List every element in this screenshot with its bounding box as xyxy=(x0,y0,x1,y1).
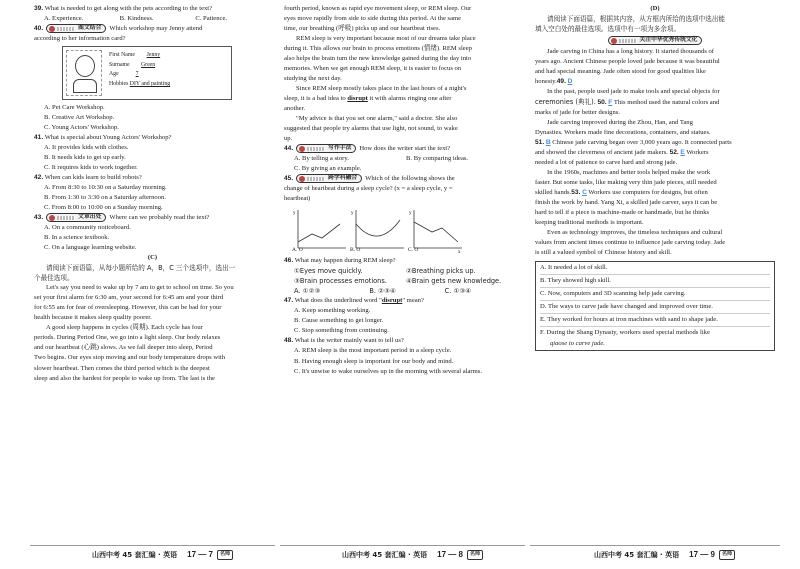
question-39: 39. What is needed to get along with the pets according to the text? xyxy=(34,5,213,12)
information-card: First Name Jenny Surname Green Age 7 Hobbies DIY and painting xyxy=(62,46,232,100)
option: A. REM sleep is the most important period in a sleep cycle. xyxy=(294,347,452,355)
tag-badge: 跨学科融合 xyxy=(296,174,362,183)
box-option: D. The ways to carve jade have changed and improved over time. xyxy=(540,301,770,314)
svg-text:y: y xyxy=(293,211,296,217)
section-heading: (C) xyxy=(147,254,158,262)
question-45: 45. 跨学科融合 Which of the following shows the xyxy=(284,175,455,183)
answer-51: B xyxy=(545,139,551,147)
publisher-logo: 名师 xyxy=(467,550,483,560)
question-46: 46. What may happen during REM sleep? xyxy=(284,257,396,265)
box-option: qiaose to carve jade. xyxy=(550,340,605,348)
passage-line: hard to tell if a piece is machine-made or handmade, but he thinks xyxy=(535,209,710,217)
question-42: 42. When can kids learn to build robots? xyxy=(34,174,142,182)
footer-divider xyxy=(30,545,275,546)
passage-line: studying the next day. xyxy=(284,75,342,83)
question-43: 43. 文章出处 Where can we probably read the text? xyxy=(34,214,210,222)
heartbeat-graphs xyxy=(292,206,520,254)
option: B. Cause something to get longer. xyxy=(294,317,384,325)
passage-line: faster. But some tasks, like making very thin jade pieces, still needed xyxy=(535,179,717,187)
passage-line: 51. B Chinese jade carving began over 3,000 years ago. It connected parts xyxy=(535,139,732,147)
box-option: C. Now, computers and 3D scanning help jade carving. xyxy=(540,288,770,301)
option: C. It requires kids to work together. xyxy=(44,164,138,172)
option: A. Pet Care Workshop. xyxy=(44,104,105,112)
passage-line: Two begins. Our eyes stop moving and our body temperature drops with xyxy=(34,354,226,362)
section-heading: (D) xyxy=(650,5,660,12)
flower-icon xyxy=(299,146,305,152)
girl-portrait xyxy=(66,50,102,96)
option: B. It needs kids to get up early. xyxy=(44,154,126,162)
publisher-logo: 名师 xyxy=(217,550,233,560)
options-46: A. ①②③ B. ②③④ C. ①③④ xyxy=(294,287,472,296)
graph-a: y A. O xyxy=(292,206,348,254)
passage-line: set your first alarm for 6:30 am, your second for 6:45 am and your third xyxy=(34,294,224,302)
option: B. In a science textbook. xyxy=(44,234,110,242)
passage-line: Let's say you need to wake up by 7 am to get to school on time. So you xyxy=(46,284,234,292)
passage-line: finish the work by hand. Yang Xi, a skilled jade carver, says it can be xyxy=(535,199,718,207)
passage-line: and had special meaning. Jade often stood for good qualities like xyxy=(535,68,706,76)
page-number: 17 — 8 xyxy=(437,549,463,559)
passage-line: sleep, it is a bad idea to disrupt it with alarms ringing one after xyxy=(284,95,452,103)
publisher-logo: 名师 xyxy=(719,550,735,560)
flower-icon xyxy=(299,176,305,182)
option: B. Creative Art Workshop. xyxy=(44,114,115,122)
option: C. By giving an example. xyxy=(294,165,362,173)
passage-line: values from ancient times continue to influence jade carving today. Jade xyxy=(535,239,726,247)
answer-52: E xyxy=(680,149,685,157)
passage-line: Since REM sleep mostly takes place in the last hours of a night's xyxy=(296,85,467,93)
option: A. From 8:30 to 10:30 on a Saturday morning. xyxy=(44,184,167,192)
passage-line: ceremonies (典礼). 50. F This method used the natural colors and xyxy=(535,98,720,107)
flower-icon xyxy=(611,38,617,44)
passage-line: fourth period, known as rapid eye movement sleep, or REM sleep. Our xyxy=(284,5,472,12)
option: C. On a language learning website. xyxy=(44,244,137,252)
middle-column xyxy=(284,4,520,544)
passage-line: skilled hands.53. C Workers use computers for designs, but often xyxy=(535,189,708,197)
page-number: 17 — 9 xyxy=(689,549,715,559)
question-44: 44. 写作手法 How does the writer start the text? xyxy=(284,145,451,153)
passage-line: Jade carving improved during the Zhou, Han, and Tang xyxy=(547,119,693,127)
option: C. Young Actors' Workshop. xyxy=(44,124,119,132)
svg-text:y: y xyxy=(409,211,412,217)
box-option: E. They worked for hours at iron machines with sand to shape jade. xyxy=(540,314,770,327)
graph-c: y x C. O xyxy=(408,211,461,255)
passage-line: health because it makes sleep quality poorer. xyxy=(34,314,152,322)
passage-line: and showed the cleverness of ancient jade makers. 52. E Workers xyxy=(535,149,709,157)
option: B. From 1:30 to 3:30 on a Saturday afternoon. xyxy=(44,194,166,202)
svg-text:y: y xyxy=(351,211,354,217)
options-44: A. By telling a story. B. By comparing ideas. xyxy=(294,155,469,163)
answer-50: F xyxy=(608,99,613,107)
passage-line: honesty.49. D xyxy=(535,78,573,86)
question-40: 40. 图文结合 Which workshop may Jenny attend xyxy=(34,25,203,33)
options-39: A. Experience. B. Kindness. C. Patience. xyxy=(44,15,228,23)
option: A. It provides kids with clothes. xyxy=(44,144,129,152)
passage-line: for 6:55 am for fear of oversleeping. However, this can be bad for your xyxy=(34,304,222,312)
passage-line: time, our breathing (呼吸) picks up and our heartbeat rises. xyxy=(284,25,441,33)
tag-badge: 写作手法 xyxy=(296,144,356,153)
passage-line: marks of jade for better designs. xyxy=(535,109,620,117)
passage-line: "My advice is that you set one alarm," said a doctor. She also xyxy=(296,115,458,123)
options-box xyxy=(535,261,775,351)
box-option: F. During the Shang Dynasty, workers used special methods like xyxy=(540,329,710,337)
page-number: 17 — 7 xyxy=(187,549,213,559)
box-option: B. They showed high skill. xyxy=(540,275,770,288)
flower-icon xyxy=(49,26,55,32)
passage-line: In the 1960s, machines and better tools helped make the work xyxy=(547,169,711,177)
passage-line: keeping traditional methods is important. xyxy=(535,219,644,227)
passage-line: REM sleep is very important because most of our dreams take place xyxy=(296,35,476,43)
right-column xyxy=(535,4,775,544)
box-option: A. It needed a lot of skill. xyxy=(540,262,770,275)
option: C. It's unwise to wake ourselves up in the morning with several alarms. xyxy=(294,367,482,375)
left-column xyxy=(34,4,271,544)
question-45-cont: change of heartbeat during a sleep cycle? (x = a sleep cycle, y = xyxy=(284,185,453,193)
question-45-cont: heartbeat) xyxy=(284,195,311,203)
answer-49: D xyxy=(567,78,573,86)
question-47: 47. What does the underlined word "disrupt" mean? xyxy=(284,297,424,305)
instructions: 填入空白处的最佳选项。选项中有一项为多余项。 xyxy=(535,25,681,34)
option: C. Stop something from continuing. xyxy=(294,327,389,335)
question-41: 41. What is special about Young Actors' Workshop? xyxy=(34,134,172,142)
answer-53: C xyxy=(582,189,587,197)
instructions: 请阅读下面语篇，根据其内容，从方框内所给的选项中选出能 xyxy=(547,15,726,24)
tag-badge: 文章出处 xyxy=(46,213,106,222)
passage-line: sleep and also the hardest for people to wake up from. The last is the xyxy=(34,374,215,382)
option: A. On a community noticeboard. xyxy=(44,224,131,232)
culture-heading xyxy=(535,36,775,45)
option: A. Keep something working. xyxy=(294,307,371,315)
flower-icon xyxy=(49,215,55,221)
option: B. Having enough sleep is important for our body and mind. xyxy=(294,357,454,365)
question-48: 48. What is the writer mainly want to tell us? xyxy=(284,337,404,345)
page-footer: 山西中考 45 套汇编 · 英语 17 — 8 名师 xyxy=(342,548,483,562)
passage-line: years ago. Ancient Chinese people loved jade because it was beautiful xyxy=(535,58,720,66)
passage-line: during it. This allows our brain to process emotions (情绪). REM sleep xyxy=(284,45,472,53)
instructions: 请阅读下面语篇，从每小题所给的 A，B，C 三个选项中，选出一 xyxy=(46,264,236,273)
passage-line: is still a valued symbol of Chinese history and skill. xyxy=(535,249,672,257)
passage-line: eyes move rapidly from side to side during this period. At the same xyxy=(284,15,462,23)
items-46: ①Eyes move quickly. ②Breathing picks up. xyxy=(294,267,476,276)
passage-line: up. xyxy=(284,135,293,143)
passage-line: periods. During Period One, we go into a light sleep. Our body relaxes xyxy=(34,334,221,342)
items-46: ③Brain processes emotions. ④Brain gets new knowledge. xyxy=(294,277,502,286)
passage-line: A good sleep happens in cycles (周期). Each cycle has four xyxy=(46,324,203,332)
tag-badge: 关注中华优秀传统文化 xyxy=(608,36,703,45)
passage-line: needed a lot of patience to carve hard and strong jade. xyxy=(535,159,678,167)
passage-line: slower heartbeat. Then comes the third period which is the deepest xyxy=(34,364,210,372)
passage-line: and our heartbeat (心跳) slows. As we fall deeper into sleep, Period xyxy=(34,344,213,352)
page-footer: 山西中考 45 套汇编 · 英语 17 — 9 名师 xyxy=(594,548,735,562)
passage-line: In the past, people used jade to make tools and special objects for xyxy=(547,88,720,96)
passage-line: Dynasties. Workers made fine decorations, containers, and statues. xyxy=(535,129,711,137)
page-footer: 山西中考 45 套汇编 · 英语 17 — 7 名师 xyxy=(92,548,233,562)
passage-line: another. xyxy=(284,105,306,113)
passage-line: also helps the brain turn the new knowledge gained during the day into xyxy=(284,55,472,63)
passage-line: Jade carving in China has a long history. It started thousands of xyxy=(547,48,714,56)
svg-text:x: x xyxy=(458,250,461,255)
tag-badge: 图文结合 xyxy=(46,24,106,33)
footer-divider xyxy=(280,545,525,546)
graph-b: y B. O xyxy=(350,206,406,254)
passage-line: suggested that people try alarms that use light, not sound, to wake xyxy=(284,125,458,133)
passage-line: Even as technology improves, the timeless techniques and cultural xyxy=(547,229,723,237)
passage-line: memories. When we get enough REM sleep, it is easier to focus on xyxy=(284,65,462,73)
instructions: 个最佳选项。 xyxy=(34,274,74,283)
option: C. From 8:00 to 10:00 on a Sunday morning. xyxy=(44,204,163,212)
footer-divider xyxy=(530,545,780,546)
question-40-cont: according to her information card? xyxy=(34,35,126,43)
